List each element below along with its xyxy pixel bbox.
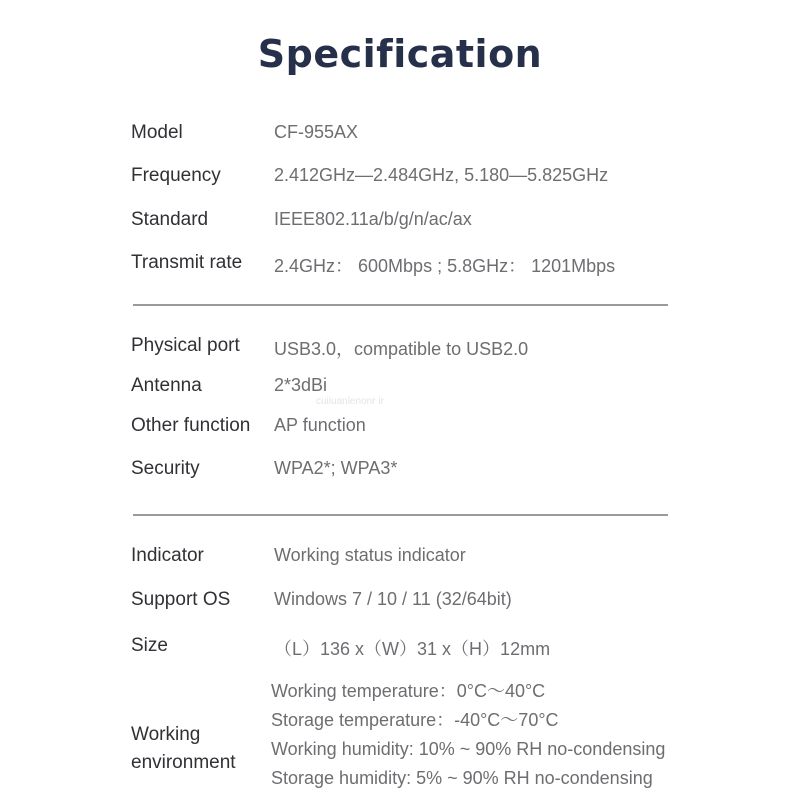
spec-value: 2.412GHz—2.484GHz, 5.180—5.825GHz [274, 165, 609, 185]
section-divider [133, 514, 668, 516]
spec-value: IEEE802.11a/b/g/n/ac/ax [274, 209, 472, 229]
spec-label: Support OS [131, 589, 231, 610]
spec-row-security [131, 458, 691, 488]
spec-value: Working status indicator [274, 545, 466, 565]
spec-row-model [131, 122, 691, 152]
spec-label: Frequency [131, 165, 221, 186]
spec-value: （L）136 x（W）31 x（H）12mm [274, 639, 551, 659]
spec-label: Transmit rate [131, 252, 243, 273]
spec-value-line: Working temperature：0°C～40°C [271, 681, 546, 701]
spec-row-standard [131, 209, 691, 239]
spec-value-line: Storage humidity: 5% ~ 90% RH no-condensing [271, 768, 653, 788]
spec-value: Windows 7 / 10 / 11 (32/64bit) [274, 589, 512, 609]
spec-label: Size [131, 635, 168, 656]
spec-label: Standard [131, 209, 209, 230]
spec-label: Security [131, 458, 200, 479]
spec-label: Model [131, 122, 183, 143]
watermark-text: cuiiuanlenonr ir [316, 396, 384, 407]
spec-value: AP function [274, 415, 366, 435]
spec-value: CF-955AX [274, 122, 359, 142]
spec-label: Physical port [131, 335, 240, 356]
spec-label-line: Working [131, 724, 201, 745]
spec-values-working-environment [271, 677, 665, 793]
spec-label: Antenna [131, 375, 202, 396]
spec-row-frequency [131, 165, 691, 195]
spec-label: Indicator [131, 545, 204, 566]
spec-value-line: Working humidity: 10% ~ 90% RH no-condensing [271, 739, 666, 759]
spec-value: USB3.0，compatible to USB2.0 [274, 339, 529, 359]
section-divider [133, 304, 668, 306]
spec-label: Other function [131, 415, 251, 436]
spec-label-line: environment [131, 752, 236, 773]
spec-value: WPA2*; WPA3* [274, 458, 398, 478]
spec-row-physical-port [131, 335, 691, 365]
spec-row-antenna [131, 375, 691, 405]
spec-value: 2*3dBi [274, 375, 328, 395]
page-title: Specification [257, 32, 543, 76]
spec-row-transmit-rate [131, 252, 691, 282]
spec-value: 2.4GHz： 600Mbps ; 5.8GHz： 1201Mbps [274, 256, 616, 276]
spec-value-line: Storage temperature：-40°C～70°C [271, 710, 559, 730]
spec-row-size [131, 635, 691, 665]
spec-label-working-environment [131, 721, 236, 777]
spec-row-other-function [131, 415, 691, 445]
spec-row-indicator [131, 545, 691, 575]
spec-row-support-os [131, 589, 691, 619]
